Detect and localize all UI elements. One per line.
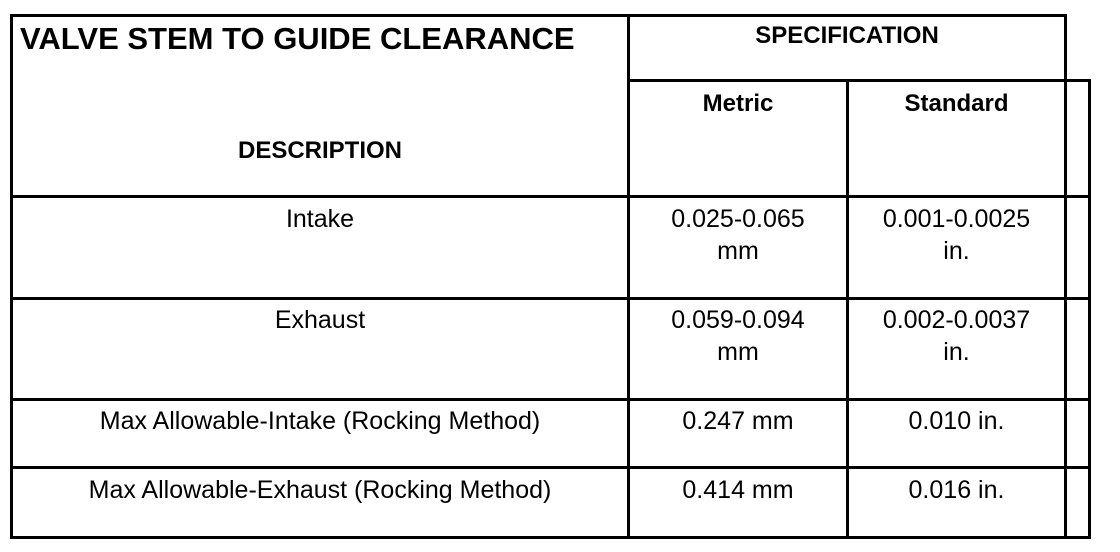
exhaust-metric-range: 0.059-0.094	[671, 306, 805, 334]
intake-description: Intake	[285, 205, 355, 233]
table-left-border	[10, 14, 13, 539]
exhaust-standard-range: 0.002-0.0037	[882, 306, 1031, 334]
max-intake-description: Max Allowable-Intake (Rocking Method)	[99, 407, 541, 435]
standard-column-border	[1064, 14, 1067, 539]
max-intake-standard: 0.010 in.	[908, 407, 1005, 435]
max-exhaust-standard: 0.016 in.	[908, 476, 1005, 504]
table-bottom-border	[10, 536, 1090, 539]
specification-header: SPECIFICATION	[755, 22, 939, 49]
row-1-bottom-border	[10, 297, 1090, 300]
row-3-bottom-border	[10, 466, 1090, 469]
table-top-border	[10, 14, 1067, 17]
intake-metric-unit: mm	[717, 237, 759, 265]
table-title: VALVE STEM TO GUIDE CLEARANCE	[20, 21, 575, 56]
row-2-bottom-border	[10, 398, 1090, 401]
metric-header: Metric	[702, 90, 774, 117]
header-bottom-border	[10, 195, 1090, 198]
intake-metric-range: 0.025-0.065	[671, 205, 805, 233]
intake-standard-unit: in.	[943, 237, 970, 265]
max-intake-metric: 0.247 mm	[682, 407, 794, 435]
max-exhaust-metric: 0.414 mm	[682, 476, 794, 504]
exhaust-standard-unit: in.	[943, 338, 970, 366]
intake-standard-range: 0.001-0.0025	[882, 205, 1031, 233]
max-exhaust-description: Max Allowable-Exhaust (Rocking Method)	[88, 476, 552, 504]
standard-header: Standard	[904, 90, 1009, 117]
table-right-border	[1088, 79, 1091, 539]
exhaust-description: Exhaust	[274, 306, 366, 334]
specification-divider	[627, 79, 1090, 82]
description-header: DESCRIPTION	[237, 137, 402, 164]
exhaust-metric-unit: mm	[717, 338, 759, 366]
